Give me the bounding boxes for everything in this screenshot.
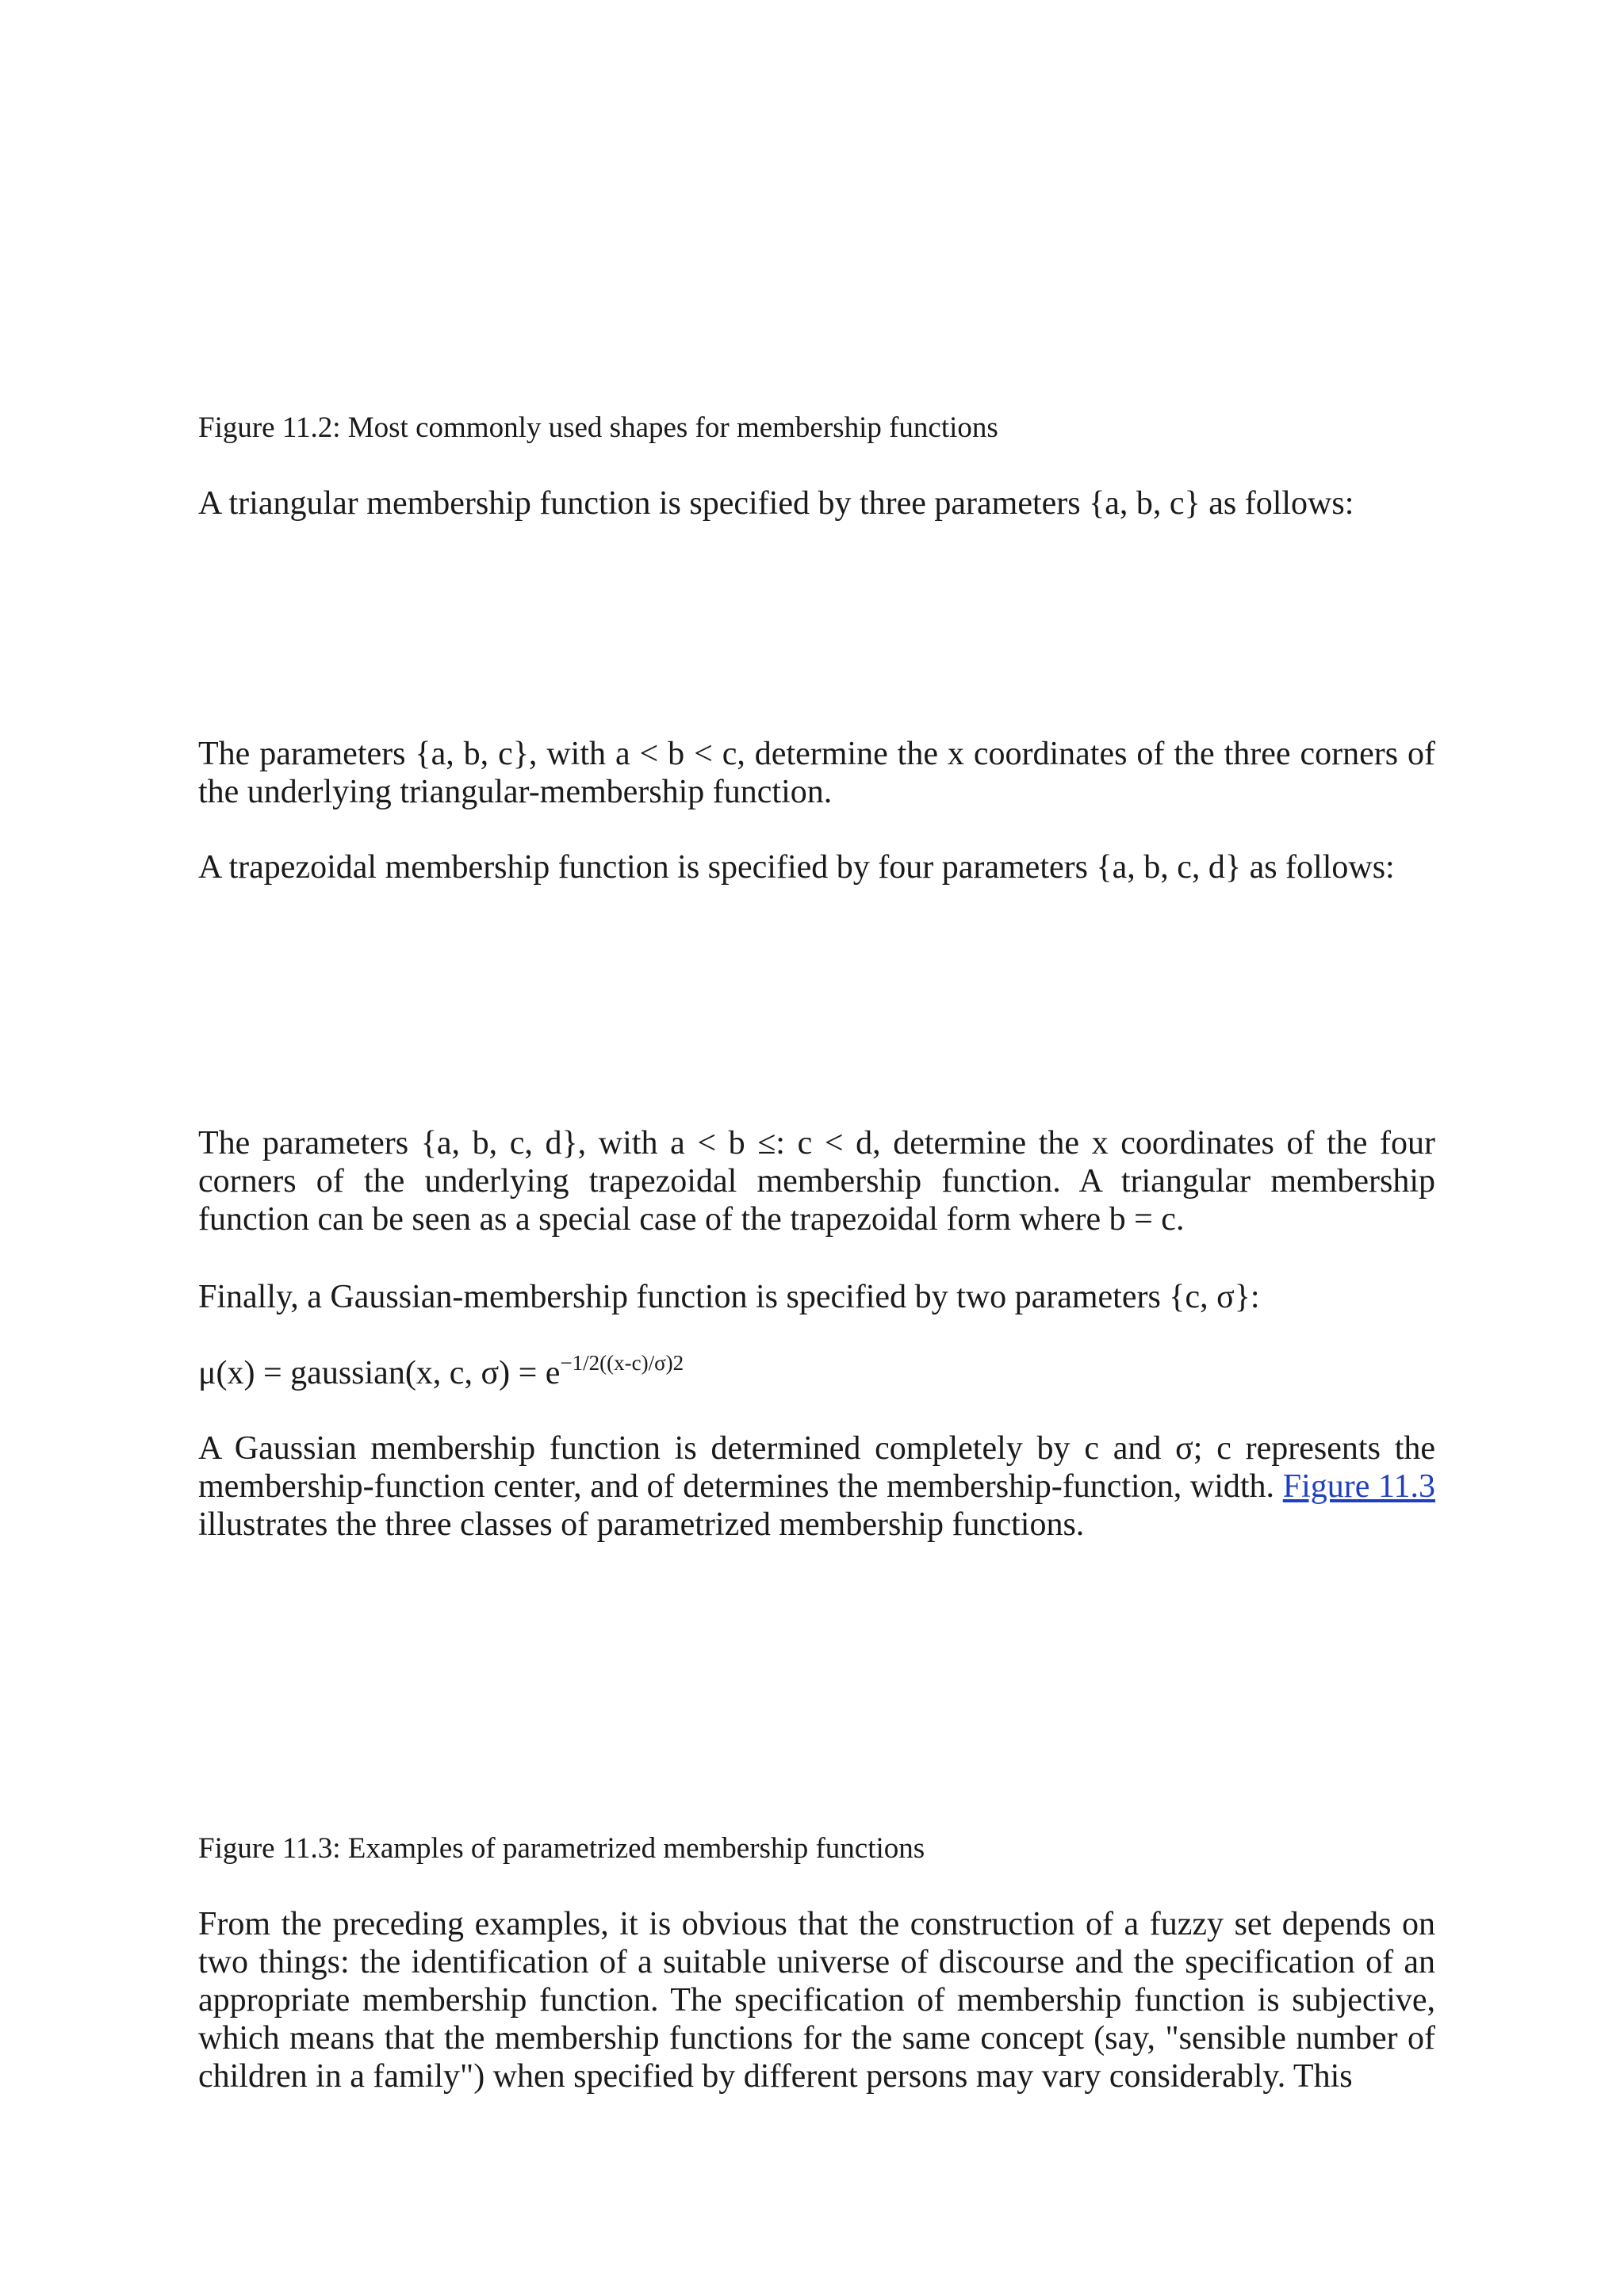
closing-paragraph: From the preceding examples, it is obvious that the construction of a fuzzy set depends on two things: the identification of a suitable universe of discourse and the specification of an appropriate membership function. The specification of membership function is subjective, which means that the membership functions for the same concept (say, "sensible number of children in a family") when specified by different persons may vary considerably. This xyxy=(198,1906,1435,2095)
figure-11-3-caption: Figure 11.3: Examples of parametrized membership functions xyxy=(198,1832,925,1865)
figure-11-2-caption: Figure 11.2: Most commonly used shapes for membership functions xyxy=(198,411,998,444)
gaussian-formula xyxy=(198,1351,1435,1395)
document-page xyxy=(198,0,1435,2296)
trapezoidal-intro-paragraph: A trapezoidal membership function is specified by four parameters {a, b, c, d} as follows: xyxy=(198,849,1395,886)
triangular-intro-paragraph: A triangular membership function is specified by three parameters {a, b, c} as follows: xyxy=(198,485,1354,522)
gaussian-intro-paragraph: Finally, a Gaussian-membership function is specified by two parameters {c, σ}: xyxy=(198,1279,1260,1315)
gaussian-description-paragraph xyxy=(198,1429,1435,1544)
triangular-params-paragraph: The parameters {a, b, c}, with a < b < c, determine the x coordinates of the three corners of the underlying triangular-membership function. xyxy=(198,736,1435,810)
gaussian-description-text-end: illustrates the three classes of parametrized membership functions. xyxy=(198,1506,1085,1543)
gaussian-formula-exponent: −1/2((x-c)/σ)2 xyxy=(560,1351,684,1375)
trapezoidal-params-paragraph: The parameters {a, b, c, d}, with a < b ≤: c < d, determine the x coordinates of the four corners of the underlying trapezoidal membership function. A triangular membership function can be seen as a special case of the trapezoidal form where b = c. xyxy=(198,1125,1435,1238)
figure-11-3-link[interactable]: Figure 11.3 xyxy=(1282,1468,1435,1505)
gaussian-description-text: A Gaussian membership function is determined completely by c and σ; c represents the membership-function center, and of determines the membership-function, width. xyxy=(198,1430,1435,1505)
gaussian-formula-base: μ(x) = gaussian(x, c, σ) = e xyxy=(198,1355,561,1391)
